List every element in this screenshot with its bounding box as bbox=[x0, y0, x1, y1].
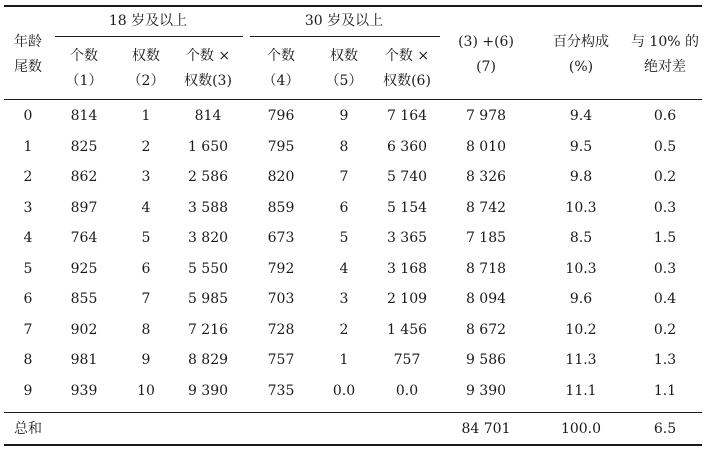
table-cell: 0.3 bbox=[653, 260, 677, 277]
header-col9-line1: 与 10% 的 bbox=[630, 34, 700, 50]
total-col9: 6.5 bbox=[653, 421, 677, 437]
table-cell: 8 829 bbox=[187, 352, 229, 368]
total-col8: 100.0 bbox=[560, 421, 602, 437]
table-cell: 8 326 bbox=[465, 169, 507, 185]
total-label: 总和 bbox=[14, 421, 42, 437]
table-cell: 0.2 bbox=[653, 169, 677, 185]
table-cell: 0 bbox=[23, 108, 33, 124]
table-cell: 9 390 bbox=[187, 382, 229, 399]
header-sub4-line1: 个数 bbox=[267, 48, 295, 64]
table-cell: 6 360 bbox=[386, 138, 428, 155]
table-cell: 757 bbox=[393, 352, 421, 368]
table-cell: 6 bbox=[339, 199, 349, 216]
table-cell: 5 bbox=[141, 230, 151, 246]
table-cell: 5 bbox=[23, 260, 33, 277]
table-cell: 1 456 bbox=[386, 321, 428, 338]
table-cell: 0.0 bbox=[395, 382, 419, 399]
table-cell: 7 bbox=[23, 321, 33, 338]
header-group-18: 18 岁及以上 bbox=[108, 13, 188, 29]
table-cell: 796 bbox=[267, 108, 295, 124]
table-cell: 673 bbox=[267, 230, 295, 246]
header-sub5-line2: （5） bbox=[325, 73, 363, 89]
table-cell: 9 390 bbox=[465, 382, 507, 399]
header-col9-line2: 绝对差 bbox=[644, 59, 686, 75]
table-cell: 814 bbox=[194, 108, 222, 124]
table-cell: 11.1 bbox=[565, 382, 597, 399]
table-cell: 3 365 bbox=[386, 230, 428, 246]
table-cell: 8 672 bbox=[465, 321, 507, 338]
table-cell: 7 bbox=[339, 169, 349, 185]
table-cell: 6 bbox=[23, 291, 33, 307]
table-cell: 795 bbox=[267, 138, 295, 155]
table-cell: 792 bbox=[267, 260, 295, 277]
header-sub3-line1: 个数 × bbox=[185, 48, 231, 64]
table-cell: 2 bbox=[23, 169, 33, 185]
table-cell: 9.5 bbox=[569, 138, 593, 155]
table-cell: 0.5 bbox=[653, 138, 677, 155]
table-cell: 7 216 bbox=[187, 321, 229, 338]
header-rule bbox=[4, 99, 702, 100]
table-cell: 1.3 bbox=[653, 352, 677, 368]
table-cell: 10.3 bbox=[565, 199, 597, 216]
header-sub6-line2: 权数(6) bbox=[383, 73, 431, 89]
table-cell: 6 bbox=[141, 260, 151, 277]
header-sub1-line2: （1） bbox=[65, 73, 103, 89]
header-sub2-line1: 权数 bbox=[132, 48, 160, 64]
header-sub1-line1: 个数 bbox=[70, 48, 98, 64]
table-cell: 10.2 bbox=[565, 321, 597, 338]
table-cell: 0.0 bbox=[332, 382, 356, 399]
table-cell: 5 bbox=[339, 230, 349, 246]
table-cell: 3 bbox=[339, 291, 349, 307]
header-col7-line2: (7) bbox=[476, 59, 496, 75]
table-cell: 4 bbox=[23, 230, 33, 246]
table-cell: 7 185 bbox=[465, 230, 507, 246]
table-cell: 825 bbox=[70, 138, 98, 155]
table-cell: 3 bbox=[141, 169, 151, 185]
table-cell: 8 bbox=[339, 138, 349, 155]
table-cell: 5 740 bbox=[386, 169, 428, 185]
header-sub5-line1: 权数 bbox=[330, 48, 358, 64]
header-col7-line1: (3) +(6) bbox=[458, 34, 514, 50]
table-cell: 925 bbox=[70, 260, 98, 277]
header-sub2-line2: （2） bbox=[127, 73, 165, 89]
table-cell: 859 bbox=[267, 199, 295, 216]
table-cell: 8 010 bbox=[465, 138, 507, 155]
table-cell: 728 bbox=[267, 321, 295, 338]
table-cell: 757 bbox=[267, 352, 295, 368]
table-cell: 3 bbox=[23, 199, 33, 216]
total-col7: 84 701 bbox=[461, 421, 511, 437]
table-cell: 1 bbox=[23, 138, 33, 155]
table-cell: 0.4 bbox=[653, 291, 677, 307]
table-cell: 0.2 bbox=[653, 321, 677, 338]
table-cell: 814 bbox=[70, 108, 98, 124]
table-cell: 4 bbox=[141, 199, 151, 216]
table-cell: 2 109 bbox=[386, 291, 428, 307]
table-cell: 5 154 bbox=[386, 199, 428, 216]
table-cell: 8 bbox=[141, 321, 151, 338]
table-cell: 703 bbox=[267, 291, 295, 307]
header-col0-line2: 尾数 bbox=[14, 59, 42, 75]
table-cell: 3 820 bbox=[187, 230, 229, 246]
table-cell: 9.4 bbox=[569, 108, 593, 124]
table-cell: 2 bbox=[141, 138, 151, 155]
group18-underline bbox=[55, 36, 243, 37]
table-cell: 9 bbox=[339, 108, 349, 124]
table-cell: 820 bbox=[267, 169, 295, 185]
table-cell: 10.3 bbox=[565, 260, 597, 277]
header-group-30: 30 岁及以上 bbox=[304, 13, 384, 29]
table-cell: 8 094 bbox=[465, 291, 507, 307]
table-cell: 897 bbox=[70, 199, 98, 216]
header-col8-line2: (%) bbox=[568, 59, 594, 75]
table-cell: 1.1 bbox=[653, 382, 677, 399]
table-cell: 1.5 bbox=[653, 230, 677, 246]
header-col8-line1: 百分构成 bbox=[553, 34, 609, 50]
table-cell: 5 550 bbox=[187, 260, 229, 277]
table-cell: 902 bbox=[70, 321, 98, 338]
table-cell: 1 bbox=[339, 352, 349, 368]
header-col0-line1: 年龄 bbox=[14, 34, 42, 50]
header-sub6-line1: 个数 × bbox=[384, 48, 430, 64]
table-cell: 981 bbox=[70, 352, 98, 368]
table-cell: 9 bbox=[141, 352, 151, 368]
table-cell: 7 978 bbox=[465, 108, 507, 124]
bottom-rule bbox=[4, 444, 702, 446]
table-cell: 939 bbox=[70, 382, 98, 399]
table-cell: 7 bbox=[141, 291, 151, 307]
group30-underline bbox=[250, 36, 440, 37]
table-cell: 9.8 bbox=[569, 169, 593, 185]
header-sub4-line2: （4） bbox=[262, 73, 300, 89]
table-cell: 7 164 bbox=[386, 108, 428, 124]
table-cell: 1 650 bbox=[187, 138, 229, 155]
total-rule bbox=[4, 412, 702, 413]
table-cell: 862 bbox=[70, 169, 98, 185]
table-cell: 764 bbox=[70, 230, 98, 246]
table-cell: 8.5 bbox=[569, 230, 593, 246]
table-cell: 4 bbox=[339, 260, 349, 277]
table-cell: 10 bbox=[137, 382, 155, 399]
table-cell: 2 bbox=[339, 321, 349, 338]
table-cell: 3 168 bbox=[386, 260, 428, 277]
table-cell: 855 bbox=[70, 291, 98, 307]
table-cell: 2 586 bbox=[187, 169, 229, 185]
table-cell: 8 718 bbox=[465, 260, 507, 277]
table-cell: 0.3 bbox=[653, 199, 677, 216]
table-cell: 5 985 bbox=[187, 291, 229, 307]
table-cell: 9 586 bbox=[465, 352, 507, 368]
table-cell: 735 bbox=[267, 382, 295, 399]
top-rule bbox=[4, 5, 702, 7]
table-cell: 3 588 bbox=[187, 199, 229, 216]
table-cell: 9.6 bbox=[569, 291, 593, 307]
table-cell: 8 742 bbox=[465, 199, 507, 216]
table-cell: 8 bbox=[23, 352, 33, 368]
header-sub3-line2: 权数(3) bbox=[184, 73, 232, 89]
table-cell: 0.6 bbox=[653, 108, 677, 124]
table-cell: 11.3 bbox=[565, 352, 597, 368]
table-cell: 9 bbox=[23, 382, 33, 399]
table-cell: 1 bbox=[141, 108, 151, 124]
